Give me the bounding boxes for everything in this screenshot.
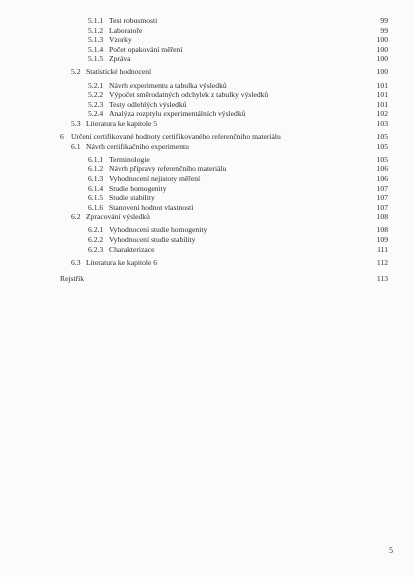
toc-entry-page: 106 [376, 164, 388, 174]
toc-entry-title: Vyhodnocení studie stability [109, 234, 196, 244]
toc-entry-number: 6.2.2 [88, 234, 104, 244]
toc-entry-number: 5.1.4 [88, 44, 104, 54]
toc-entry-number: 6.1.3 [88, 173, 104, 183]
toc-entry [0, 142, 414, 152]
toc-entry-page: 100 [376, 67, 388, 77]
toc-entry-number: 6.1.6 [88, 202, 104, 212]
toc-entry-page: 105 [376, 154, 388, 164]
toc-entry-page: 101 [376, 99, 388, 109]
toc-entry-page: 107 [376, 202, 388, 212]
toc-entry-title: Rejstřík [60, 274, 85, 284]
toc-entry-title: Návrh certifikačního experimentu [86, 141, 189, 151]
toc-entry-number: 5.1.1 [88, 16, 104, 25]
toc-entry-page: 101 [376, 90, 388, 100]
toc-entry-number: 6.2 [71, 212, 81, 222]
toc-entry-title: Studie homogenity [109, 183, 167, 193]
table-of-contents [0, 16, 414, 284]
toc-entry [0, 26, 414, 36]
toc-entry-number: 6.1.1 [88, 154, 104, 164]
toc-entry-page: 99 [380, 16, 388, 25]
toc-entry-number: 5.1.2 [88, 25, 104, 35]
toc-entry-number: 6.2.3 [88, 244, 104, 254]
toc-entry-number: 5.2 [71, 67, 81, 77]
toc-entry-page: 105 [376, 141, 388, 151]
toc-entry-page: 108 [376, 225, 388, 235]
toc-entry [0, 212, 414, 222]
toc-entry-number: 5.1.3 [88, 35, 104, 45]
toc-entry-page: 108 [376, 212, 388, 222]
toc-entry [0, 274, 414, 284]
toc-entry [0, 245, 414, 255]
toc-entry-number: 5.2.1 [88, 80, 104, 90]
toc-entry [0, 35, 414, 45]
toc-entry-title: Charakterizace [109, 244, 155, 254]
toc-entry [0, 203, 414, 213]
toc-entry-title: Vyhodnocení nejistoty měření [109, 173, 201, 183]
toc-entry-number: 6.1.2 [88, 164, 104, 174]
toc-entry-page: 111 [377, 244, 388, 254]
toc-entry-title: Testy odlehlých výsledků [109, 99, 187, 109]
toc-entry [0, 258, 414, 268]
toc-entry [0, 225, 414, 235]
toc-entry-page: 107 [376, 183, 388, 193]
toc-entry-title: Určení certifikované hodnoty certifikovaného referenčního materiálu [71, 132, 281, 142]
toc-entry [0, 81, 414, 91]
toc-entry-page: 100 [376, 35, 388, 45]
toc-entry-number: 6.3 [71, 257, 81, 267]
toc-entry [0, 119, 414, 129]
toc-entry [0, 109, 414, 119]
toc-entry [0, 184, 414, 194]
toc-entry-number: 5.2.4 [88, 109, 104, 119]
toc-entry-title: Výpočet směrodatných odchylek z tabulky výsledků [109, 90, 269, 100]
toc-entry-page: 103 [376, 118, 388, 128]
toc-entry-title: Studie stability [109, 193, 155, 203]
toc-entry-number: 5.2.3 [88, 99, 104, 109]
toc-entry [0, 90, 414, 100]
toc-entry [0, 235, 414, 245]
toc-entry-page: 106 [376, 173, 388, 183]
toc-entry [0, 164, 414, 174]
toc-entry-title: Literatura ke kapitole 5 [86, 118, 158, 128]
toc-entry-page: 100 [376, 44, 388, 54]
toc-entry-title: Zpracování výsledků [86, 212, 150, 222]
toc-entry-number: 5.1.5 [88, 54, 104, 64]
toc-entry-title: Vyhodnocení studie homogenity [109, 225, 208, 235]
toc-entry-number: 6 [60, 132, 64, 142]
toc-entry [0, 132, 414, 142]
toc-entry [0, 100, 414, 110]
toc-entry-number: 6.2.1 [88, 225, 104, 235]
toc-entry [0, 67, 414, 77]
toc-entry-title: Návrh experimentu a tabulka výsledků [109, 80, 227, 90]
toc-entry-title: Literatura ke kapitole 6 [86, 257, 158, 267]
toc-entry-title: Stanovení hodnot vlastností [109, 202, 194, 212]
toc-entry-number: 5.3 [71, 118, 81, 128]
toc-entry-title: Vzorky [109, 35, 132, 45]
toc-entry-title: Terminologie [109, 154, 150, 164]
page-number: 5 [389, 546, 393, 555]
toc-entry-page: 99 [380, 25, 388, 35]
toc-entry [0, 54, 414, 64]
toc-entry [0, 155, 414, 165]
toc-entry-title: Laboratoře [109, 25, 143, 35]
toc-entry-page: 101 [376, 80, 388, 90]
toc-entry-title: Statistické hodnocení [86, 67, 152, 77]
toc-entry-number: 6.1 [71, 141, 81, 151]
toc-entry-number: 6.1.5 [88, 193, 104, 203]
toc-entry-title: Zpráva [109, 54, 131, 64]
toc-entry-title: Návrh přípravy referenčního materiálu [109, 164, 227, 174]
toc-entry-page: 105 [376, 132, 388, 142]
toc-entry [0, 193, 414, 203]
toc-entry-page: 102 [376, 109, 388, 119]
toc-entry-page: 100 [376, 54, 388, 64]
toc-entry-page: 112 [376, 257, 388, 267]
toc-entry-title: Test robustnosti [109, 16, 158, 25]
toc-entry-page: 109 [376, 234, 388, 244]
toc-entry [0, 174, 414, 184]
toc-entry-number: 6.1.4 [88, 183, 104, 193]
toc-entry [0, 45, 414, 55]
toc-entry-title: Analýza rozptylu experimentálních výsledků [109, 109, 246, 119]
toc-entry [0, 16, 414, 26]
toc-entry-title: Počet opakování měření [109, 44, 183, 54]
toc-entry-page: 113 [376, 274, 388, 284]
toc-entry-page: 107 [376, 193, 388, 203]
toc-entry-number: 5.2.2 [88, 90, 104, 100]
